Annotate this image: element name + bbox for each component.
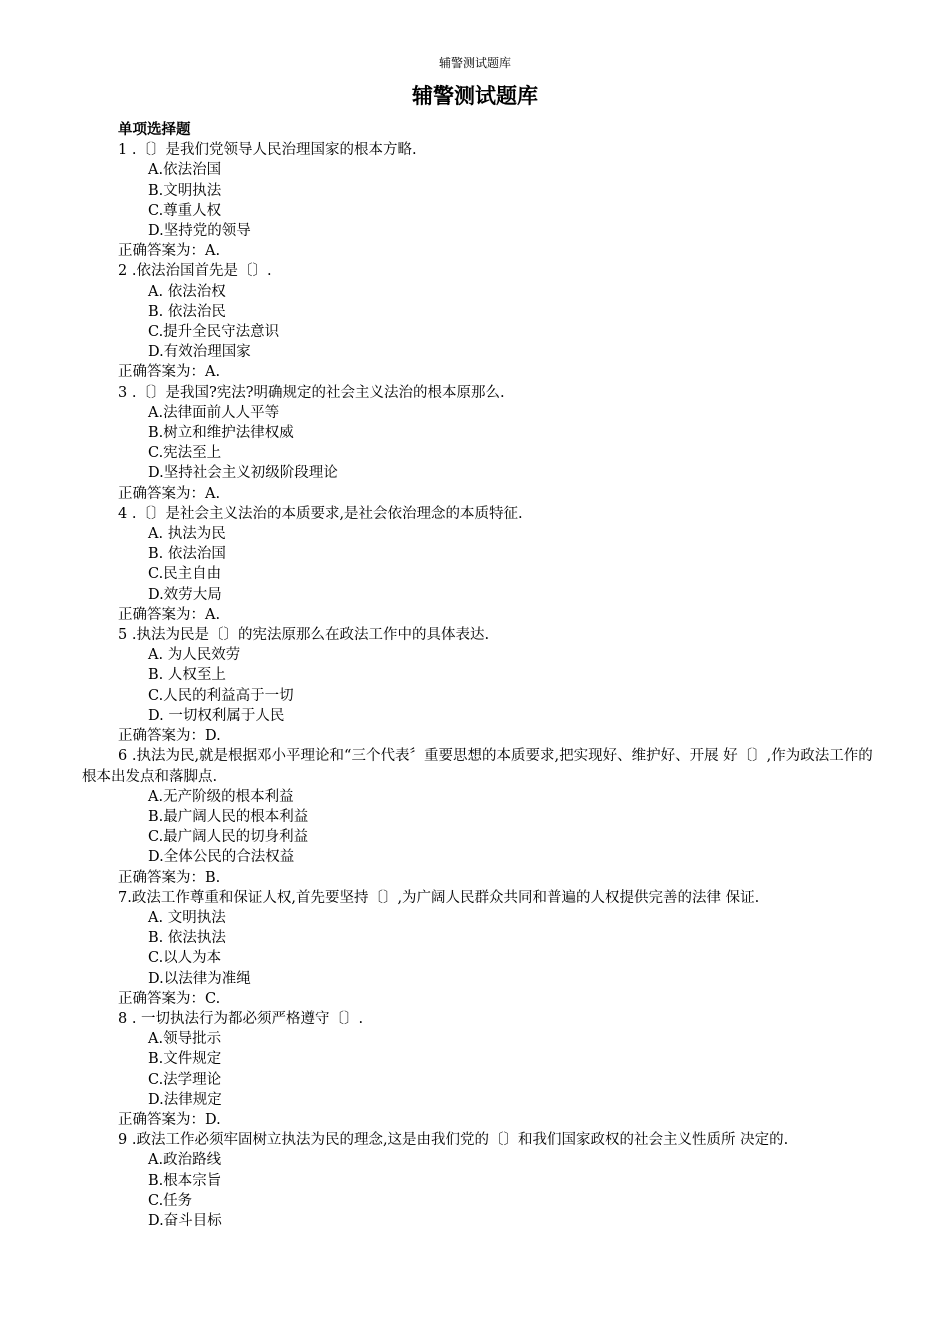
question-7 — [82, 888, 882, 1009]
option-b: B.树立和维护法律权威 — [148, 425, 294, 442]
question-3 — [82, 383, 882, 504]
option-a: A.依法治国 — [148, 162, 222, 179]
option-d: D.坚持党的领导 — [148, 223, 251, 240]
option-b: B.文明执法 — [148, 182, 222, 199]
question-6 — [82, 746, 882, 887]
document-title: 辅警测试题库 — [412, 84, 538, 108]
answer-line: 正确答案为：A. — [118, 606, 221, 623]
answer-line: 正确答案为：C. — [118, 990, 221, 1007]
question-text: 2 .依法治国首先是〔〕. — [118, 263, 272, 280]
option-d: D.法律规定 — [148, 1091, 222, 1108]
option-a: A. 为人民效劳 — [148, 647, 241, 664]
question-1 — [82, 140, 882, 261]
question-8 — [82, 1009, 882, 1130]
question-text: 9 .政法工作必须牢固树立执法为民的理念,这是由我们党的〔〕和我们国家政权的社会主义性质所 决定的. — [118, 1132, 789, 1149]
question-text: 6 .执法为民,就是根据邓小平理论和“三个代表〞重要思想的本质要求,把实现好、维护好、开展 好〔〕,作为政法工作的根本出发点和落脚点. — [82, 748, 873, 785]
option-a: A.法律面前人人平等 — [148, 404, 280, 421]
option-a: A. 依法治权 — [148, 283, 226, 300]
question-4 — [82, 504, 882, 625]
option-c: C.最广阔人民的切身利益 — [148, 829, 309, 846]
answer-line: 正确答案为：D. — [118, 728, 221, 745]
question-text: 7.政法工作尊重和保证人权,首先要坚持〔〕,为广阔人民群众共同和普遍的人权提供完善的法律 保证. — [118, 889, 760, 906]
section-heading: 单项选择题 — [118, 122, 191, 138]
document-body — [82, 120, 882, 1231]
question-text: 8 . 一切执法行为都必须严格遵守〔〕. — [118, 1010, 364, 1027]
option-b: B. 依法治国 — [148, 546, 226, 563]
option-c: C.宪法至上 — [148, 445, 222, 462]
answer-line: 正确答案为：A. — [118, 485, 221, 502]
option-c: C.以人为本 — [148, 950, 222, 967]
option-d: D.效劳大局 — [148, 586, 222, 603]
question-text: 5 .执法为民是〔〕的宪法原那么在政法工作中的具体表达. — [118, 627, 490, 644]
option-b: B.根本宗旨 — [148, 1172, 222, 1189]
option-a: A.政治路线 — [148, 1152, 222, 1169]
option-c: C.尊重人权 — [148, 202, 222, 219]
answer-line: 正确答案为：D. — [118, 1111, 221, 1128]
option-d: D.有效治理国家 — [148, 344, 251, 361]
question-9 — [82, 1130, 882, 1231]
question-text: 1 .〔〕是我们党领导人民治理国家的根本方略. — [118, 142, 417, 159]
option-d: D. 一切权利属于人民 — [148, 707, 285, 724]
option-b: B. 依法治民 — [148, 303, 226, 320]
option-a: A. 执法为民 — [148, 526, 226, 543]
option-b: B. 依法执法 — [148, 930, 226, 947]
option-d: D.坚持社会主义初级阶段理论 — [148, 465, 338, 482]
option-c: C.人民的利益高于一切 — [148, 687, 294, 704]
question-text: 3 .〔〕是我国?宪法?明确规定的社会主义法治的根本原那么. — [118, 384, 505, 401]
question-2 — [82, 261, 882, 382]
option-c: C.民主自由 — [148, 566, 222, 583]
option-d: D.全体公民的合法权益 — [148, 849, 295, 866]
option-a: A.无产阶级的根本利益 — [148, 788, 294, 805]
answer-line: 正确答案为：A. — [118, 364, 221, 381]
option-a: A.领导批示 — [148, 1031, 222, 1048]
option-c: C.提升全民守法意识 — [148, 324, 280, 341]
question-text: 4 .〔〕是社会主义法治的本质要求,是社会依治理念的本质特征. — [118, 505, 523, 522]
answer-line: 正确答案为：A. — [118, 243, 221, 260]
option-a: A. 文明执法 — [148, 909, 226, 926]
page-header: 辅警测试题库 — [438, 56, 511, 70]
answer-line: 正确答案为：B. — [118, 869, 221, 886]
option-d: D.以法律为准绳 — [148, 970, 251, 987]
option-b: B.最广阔人民的根本利益 — [148, 808, 309, 825]
option-b: B.文件规定 — [148, 1051, 222, 1068]
option-c: C.任务 — [148, 1192, 193, 1209]
option-d: D.奋斗目标 — [148, 1212, 222, 1229]
option-b: B. 人权至上 — [148, 667, 226, 684]
question-5 — [82, 625, 882, 746]
option-c: C.法学理论 — [148, 1071, 222, 1088]
